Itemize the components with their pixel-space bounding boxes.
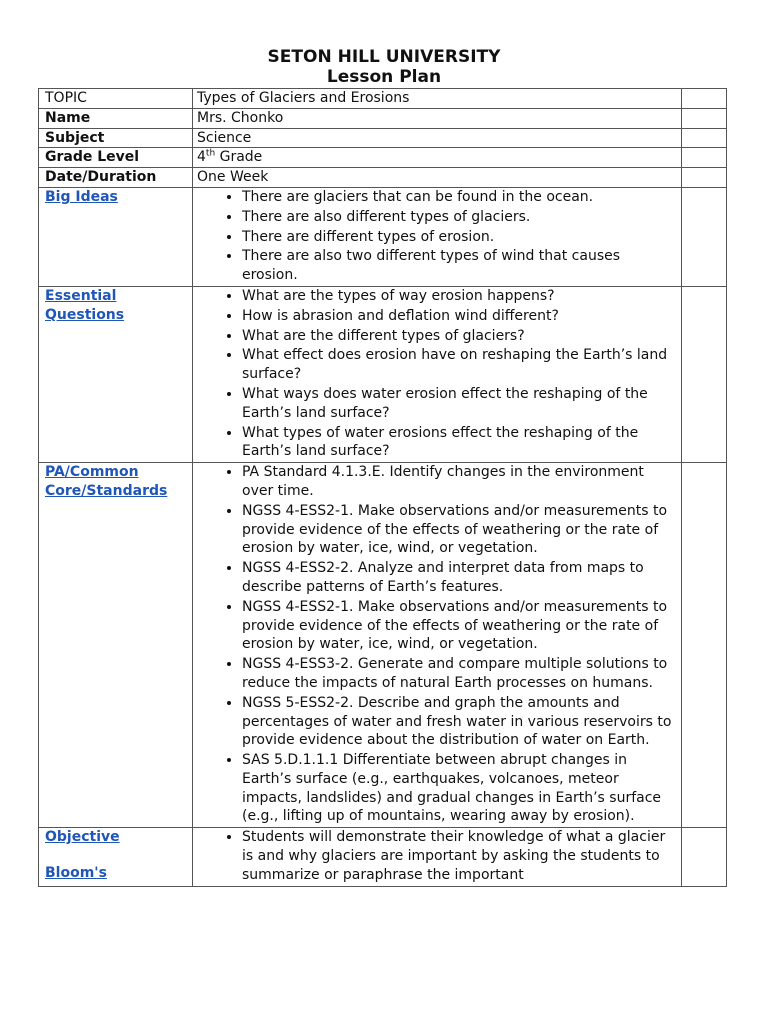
table-row-standards [39,463,727,828]
table-row-topic [39,89,727,109]
essential-link-line-2[interactable]: Questions [45,306,125,323]
table-row-grade [39,148,727,168]
standards-content [193,463,682,828]
name-value: Mrs. Chonko [193,108,682,128]
objective-label-spacer [45,847,192,864]
list-item: • NGSS 4-ESS2-1. Make observations and/or measurements to provide evidence of the effects of weathering or the rate of erosion by water, ice, wind, or vegetation. [242,502,675,558]
standards-label-cell [39,463,193,828]
table-row-subject [39,128,727,148]
grade-word: Grade [215,149,263,166]
table-row-essential-questions [39,286,727,462]
list-item: • How is abrasion and deflation wind different? [242,307,675,326]
essential-content [193,286,682,462]
topic-value: Types of Glaciers and Erosions [193,89,682,109]
duration-extra-cell [682,168,727,188]
subject-value: Science [193,128,682,148]
subject-extra-cell [682,128,727,148]
table-row-name [39,108,727,128]
objective-link[interactable]: Objective [45,829,120,846]
topic-extra-cell [682,89,727,109]
list-item: • What effect does erosion have on reshaping the Earth’s land surface? [242,346,675,384]
essential-link-line-1[interactable]: Essential [45,287,117,304]
objective-extra-cell [682,828,727,886]
document-title: Lesson Plan [326,67,442,87]
list-item: • What types of water erosions effect the reshaping of the Earth’s land surface? [242,424,675,462]
grade-number: 4 [197,149,206,166]
list-item: • SAS 5.D.1.1.1 Differentiate between abrupt changes in Earth’s surface (e.g., earthquakes, volcanoes, meteor impacts, landslides) and gradual changes in Earth’s surface (e.g., lifting up of mountains, wearing away by erosion). [242,751,675,826]
big-ideas-extra-cell [682,187,727,286]
list-item: • What are the types of way erosion happens? [242,287,675,306]
table-row-big-ideas [39,187,727,286]
standards-link-line-2[interactable]: Core/Standards [45,482,168,499]
list-item: • PA Standard 4.1.3.E. Identify changes in the environment over time. [242,463,675,501]
grade-extra-cell [682,148,727,168]
essential-list [197,287,675,461]
duration-label: Date/Duration [39,168,193,188]
big-ideas-link[interactable]: Big Ideas [45,188,118,205]
standards-link-line-1[interactable]: PA/Common [45,464,139,481]
grade-suffix: th [205,148,216,159]
grade-label: Grade Level [39,148,193,168]
big-ideas-list [197,188,675,285]
standards-extra-cell [682,463,727,828]
list-item: • There are different types of erosion. [242,228,675,247]
list-item: • Students will demonstrate their knowledge of what a glacier is and why glaciers are important by asking the students to summarize or paraphrase the important [242,828,675,884]
university-title: SETON HILL UNIVERSITY [267,47,501,67]
big-ideas-label-cell [39,187,193,286]
blooms-link[interactable]: Bloom's [45,865,107,882]
table-row-duration [39,168,727,188]
objective-list [197,828,675,884]
essential-label-cell [39,286,193,462]
name-extra-cell [682,108,727,128]
table-row-objective [39,828,727,886]
objective-label-cell [39,828,193,886]
subject-label: Subject [39,128,193,148]
topic-label: TOPIC [39,89,193,109]
list-item: • What ways does water erosion effect the reshaping of the Earth’s land surface? [242,385,675,423]
list-item: • There are also two different types of wind that causes erosion. [242,247,675,285]
duration-value: One Week [193,168,682,188]
name-label: Name [39,108,193,128]
lesson-plan-table [38,88,727,887]
list-item: • There are glaciers that can be found in the ocean. [242,188,675,207]
list-item: • NGSS 4-ESS2-2. Analyze and interpret data from maps to describe patterns of Earth’s features. [242,559,675,597]
list-item: • What are the different types of glaciers? [242,327,675,346]
list-item: • NGSS 4-ESS2-1. Make observations and/or measurements to provide evidence of the effects of weathering or the rate of erosion by water, ice, wind, or vegetation. [242,598,675,654]
list-item: • NGSS 5-ESS2-2. Describe and graph the amounts and percentages of water and fresh water in various reservoirs to provide evidence about the distribution of water on Earth. [242,694,675,750]
grade-value [193,148,682,168]
big-ideas-content [193,187,682,286]
list-item: • NGSS 4-ESS3-2. Generate and compare multiple solutions to reduce the impacts of natural Earth processes on humans. [242,655,675,693]
objective-content [193,828,682,886]
list-item: • There are also different types of glaciers. [242,208,675,227]
essential-extra-cell [682,286,727,462]
standards-list [197,463,675,826]
